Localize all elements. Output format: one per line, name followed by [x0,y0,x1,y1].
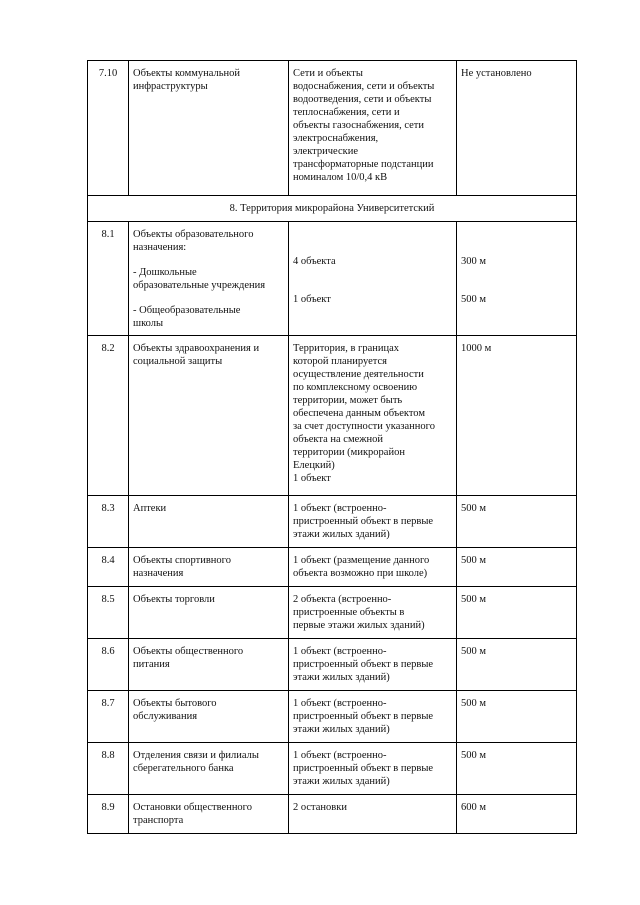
row-number: 8.9 [88,795,129,834]
object-description: 1 объект (встроенно- пристроенный объект в первые этажи жилых зданий) [289,496,457,548]
object-distance: 500 м [457,691,577,743]
table-row [88,587,577,639]
row-number: 7.10 [88,61,129,196]
sub-item-distance: 300 м [461,256,487,267]
object-description: Сети и объекты водоснабжения, сети и объекты водоотведения, сети и объекты теплоснабжения, сети и объекты газоснабжения, сети электроснабжения, электрические трансформаторные подстанции номиналом 10/0,4 кВ [289,61,457,196]
sub-item-description: 4 объекта [293,256,336,267]
object-distance: 1000 м [457,336,577,496]
row-number: 8.6 [88,639,129,691]
object-name: Отделения связи и филиалы сберегательного банка [129,743,289,795]
table-row [88,548,577,587]
table-row [88,691,577,743]
row-number: 8.3 [88,496,129,548]
row-number: 8.2 [88,336,129,496]
object-name: Объекты здравоохранения и социальной защиты [129,336,289,496]
sub-item-name: - Общеобразовательные школы [133,305,241,329]
section-header-row [88,196,577,222]
object-description: 2 остановки [289,795,457,834]
table-row [88,496,577,548]
object-distance: 500 м [457,496,577,548]
object-name [129,222,289,336]
table-row [88,222,577,336]
facilities-table [87,60,577,834]
row-number: 8.7 [88,691,129,743]
object-distance [457,222,577,336]
object-distance: 500 м [457,587,577,639]
object-distance: 600 м [457,795,577,834]
table-row [88,743,577,795]
object-name: Объекты коммунальной инфраструктуры [129,61,289,196]
object-distance: 500 м [457,743,577,795]
object-distance: Не установлено [457,61,577,196]
object-description: 1 объект (встроенно- пристроенный объект в первые этажи жилых зданий) [289,639,457,691]
object-name: Объекты бытового обслуживания [129,691,289,743]
object-distance: 500 м [457,548,577,587]
row-number: 8.8 [88,743,129,795]
table-row [88,336,577,496]
sub-item-description: 1 объект [293,294,331,305]
object-distance: 500 м [457,639,577,691]
object-description: 2 объекта (встроенно- пристроенные объекты в первые этажи жилых зданий) [289,587,457,639]
table-row [88,639,577,691]
row-number: 8.1 [88,222,129,336]
table-row [88,795,577,834]
object-name: Аптеки [129,496,289,548]
object-name: Объекты общественного питания [129,639,289,691]
object-name: Объекты спортивного назначения [129,548,289,587]
section-title: 8. Территория микрорайона Университетский [88,196,577,222]
object-description: 1 объект (встроенно- пристроенный объект в первые этажи жилых зданий) [289,691,457,743]
table-row [88,61,577,196]
object-description [289,222,457,336]
object-name: Объекты торговли [129,587,289,639]
object-name: Остановки общественного транспорта [129,795,289,834]
row-number: 8.4 [88,548,129,587]
object-category: Объекты образовательного назначения: [133,229,254,253]
object-description: 1 объект (встроенно- пристроенный объект в первые этажи жилых зданий) [289,743,457,795]
row-number: 8.5 [88,587,129,639]
sub-item-name: - Дошкольные образовательные учреждения [133,267,266,291]
object-description: Территория, в границах которой планируется осуществление деятельности по комплексному освоению территории, может быть обеспечена данным объектом за счет доступности указанного объекта на смежной территории (микрорайон Елецкий) 1 объект [289,336,457,496]
object-description: 1 объект (размещение данного объекта возможно при школе) [289,548,457,587]
sub-item-distance: 500 м [461,294,487,305]
